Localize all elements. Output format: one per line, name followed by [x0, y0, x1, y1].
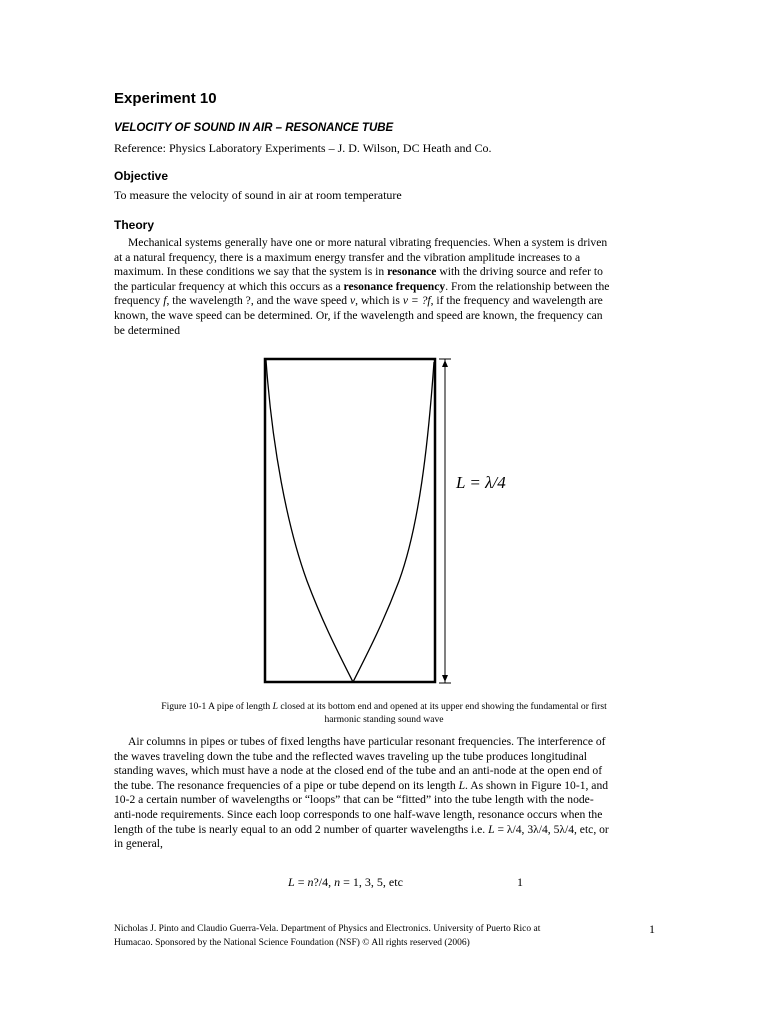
text-run: ?/4,	[313, 875, 335, 889]
paragraph-line	[114, 265, 654, 280]
text-run: , which is	[355, 294, 403, 308]
text-run: = 1, 3, 5, etc	[340, 875, 403, 889]
symbol-L: L	[288, 875, 295, 889]
text-run: = λ/4, 3λ/4, 5λ/4, etc, or	[494, 822, 609, 836]
paragraph-line: known, the wave speed can be determined. Or, if the wavelength and speed are known, the frequency can	[114, 308, 603, 322]
theory-paragraph-2	[114, 735, 654, 852]
text-run: length of the tube is nearly equal to an odd 2 number of quarter wavelengths i.e.	[114, 822, 489, 836]
footer-line: Humacao. Sponsored by the National Science Foundation (NSF) © All rights reserved (2006)	[114, 938, 470, 948]
paragraph-line: the waves traveling down the tube and the reflected waves traveling up the tube produces longitudinal	[114, 749, 587, 763]
symbol-L: L	[272, 701, 278, 712]
text-run: . As shown in Figure 10-1, and	[465, 778, 609, 792]
symbol-n: n	[307, 875, 314, 889]
symbol-f: f	[163, 294, 167, 308]
dimension-arrow-bottom	[442, 675, 448, 682]
symbol-n: n	[334, 875, 341, 889]
text-run: =	[294, 875, 308, 889]
text-run: , if the frequency and wavelength are	[430, 294, 603, 308]
figure-caption	[114, 701, 654, 726]
figure-resonance-tube	[262, 356, 506, 692]
text-run: harmonic standing sound wave	[324, 713, 444, 725]
text-run: frequency	[114, 294, 164, 308]
standing-wave-left-curve	[266, 360, 353, 682]
objective-heading: Objective	[114, 169, 169, 183]
text-run: the particular frequency at which this occurs as a	[114, 279, 344, 293]
symbol-v: v	[349, 294, 356, 308]
term-resonance-frequency: resonance frequency	[343, 279, 446, 293]
symbol-L: L	[488, 822, 495, 836]
objective-text: To measure the velocity of sound in air at room temperature	[114, 188, 402, 202]
text-run: with the driving source and refer to	[436, 265, 603, 279]
footer-line: Nicholas J. Pinto and Claudio Guerra-Vela. Department of Physics and Electronics. University of Puerto Rico at	[114, 924, 541, 934]
experiment-title: Experiment 10	[114, 90, 217, 107]
tube-outline	[265, 359, 435, 682]
theory-paragraph-1	[114, 236, 654, 338]
term-resonance: resonance	[387, 265, 437, 279]
page-footer	[114, 922, 540, 950]
paragraph-line: in general,	[114, 837, 163, 851]
page-number: 1	[649, 922, 655, 936]
paragraph-line: Mechanical systems generally have one or more natural vibrating frequencies. When a system is driven	[128, 236, 608, 249]
equation-1	[288, 875, 403, 890]
paragraph-line: be determined	[114, 323, 180, 337]
paragraph-line	[114, 779, 654, 794]
equation-number: 1	[517, 875, 523, 889]
text-run: closed at its bottom end and opened at its upper end showing the fundamental or first	[277, 701, 607, 712]
paragraph-line: anti-node requirements. Since each loop corresponds to one half-wave length, resonance occurs when the	[114, 807, 603, 821]
text-run: , the wavelength ?, and the wave speed	[166, 294, 350, 308]
reference-line: Reference: Physics Laboratory Experiments – J. D. Wilson, DC Heath and Co.	[114, 141, 492, 155]
paragraph-line: at a natural frequency, there is a maximum energy transfer and the vibration amplitude increases to a	[114, 250, 581, 264]
paragraph-line: 10-2 a certain number of wavelengths or “loops” that can be “fitted” into the tube length with the node-	[114, 793, 594, 807]
paragraph-line	[114, 823, 654, 838]
dimension-arrow-top	[442, 360, 448, 367]
length-label: L = λ/4	[456, 473, 506, 492]
experiment-subtitle: VELOCITY OF SOUND IN AIR – RESONANCE TUBE	[114, 122, 394, 134]
text-run: the tube. The resonance frequencies of a pipe or tube depend on its length	[114, 778, 459, 792]
paragraph-line: standing waves, which must have a node at the closed end of the tube and an anti-node at the open end of	[114, 764, 603, 778]
theory-heading: Theory	[114, 218, 155, 232]
text-run: Figure 10-1 A pipe of length	[161, 701, 273, 712]
paragraph-line: Air columns in pipes or tubes of fixed lengths have particular resonant frequencies. The interference of	[128, 735, 606, 748]
text-run: maximum. In these conditions we say that the system is in	[114, 265, 388, 279]
text-run: . From the relationship between the	[445, 279, 610, 293]
paragraph-line	[114, 294, 654, 309]
symbol-L: L	[458, 778, 466, 792]
formula-v-lambda-f: v = ?f	[402, 294, 431, 308]
standing-wave-right-curve	[353, 362, 434, 682]
paragraph-line	[114, 280, 654, 295]
